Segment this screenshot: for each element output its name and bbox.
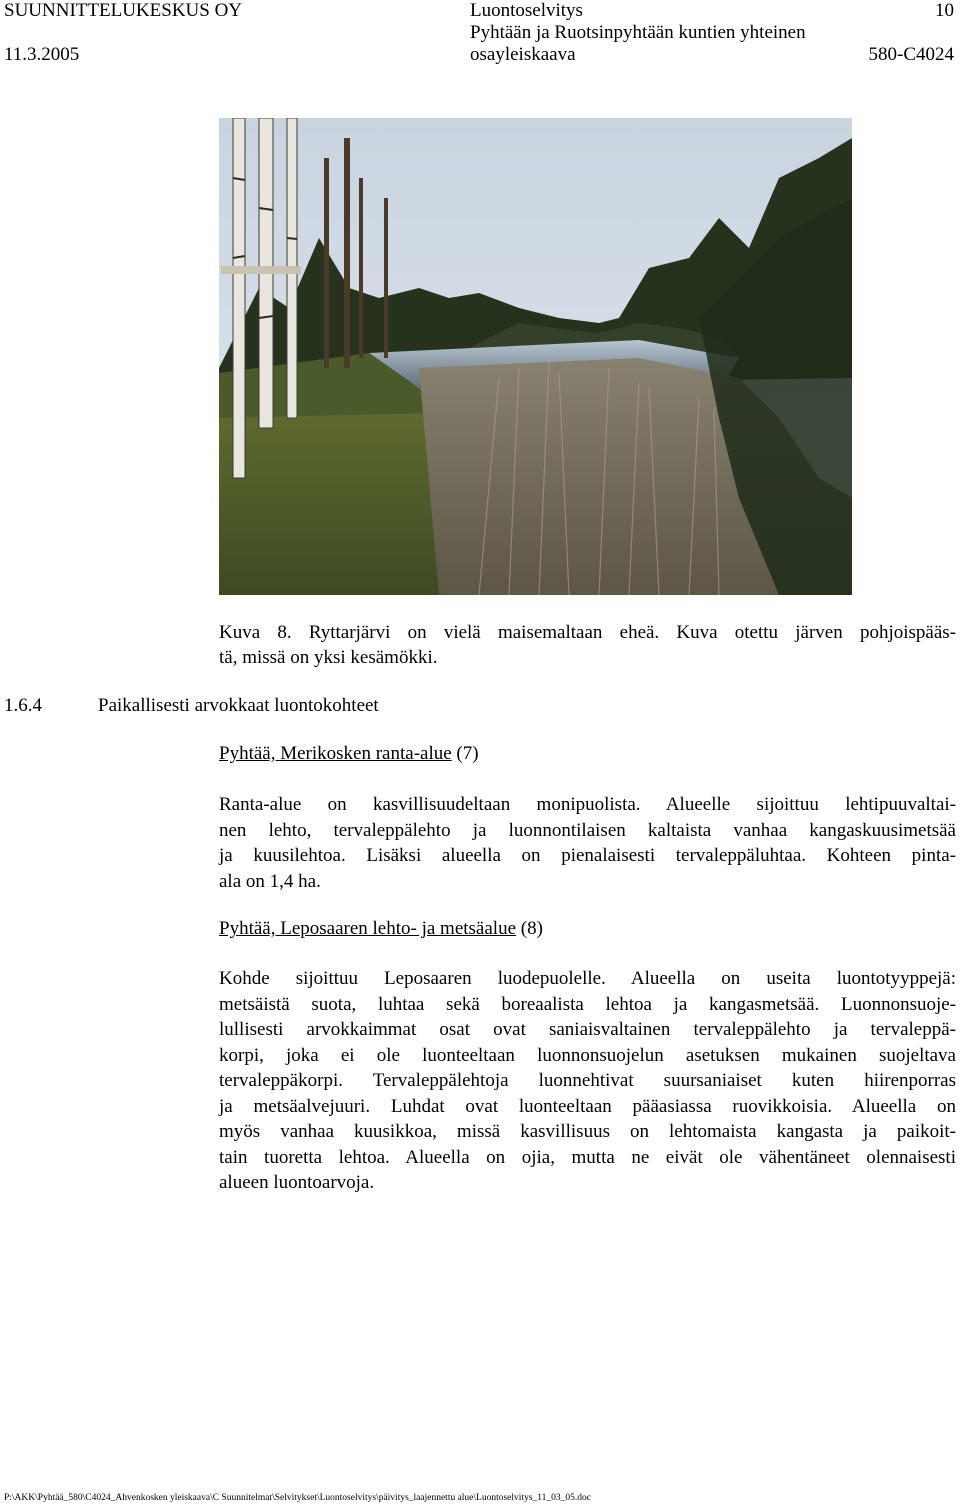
paragraph-line: tervaleppäkorpi. Tervaleppälehtoja luonnehtivat suursaniaiset kuten hiirenporras [219,1070,956,1091]
header-title-line1: Luontoselvitys [470,0,583,21]
paragraph-line: Ranta-alue on kasvillisuudeltaan monipuolista. Alueelle sijoittuu lehtipuuvaltai- [219,794,956,815]
figure-caption [219,620,956,670]
paragraph-line: tain tuoretta lehtoa. Alueella on ojia, mutta ne eivät ole vähentäneet olennaisesti [219,1146,956,1168]
paragraph-line: korpi, joka ei ole luonteeltaan luonnonsuojelun asetuksen mukainen suojeltava [219,1044,956,1066]
caption-line-2: tä, missä on yksi kesämökki. [219,647,438,668]
paragraph-line: ja metsäalvejuuri. Luhdat ovat luonteeltaan pääasiassa ruovikkoisia. Alueella on [219,1095,956,1117]
header-title-line2: Pyhtään ja Ruotsinpyhtään kuntien yhteinen [470,22,806,43]
lake-photo [219,118,852,595]
header-company: SUUNNITTELUKESKUS OY [4,0,243,21]
site-heading-leposaari [219,918,543,940]
paragraph-line: nen lehto, tervaleppälehto ja luonnontilaisen kaltaista vanhaa kangaskuusimetsää [219,819,956,841]
paragraph-line: metsäistä suota, luhtaa sekä boreaalista lehtoa ja kangasmetsää. Luonnonsuoje- [219,993,956,1015]
paragraph-line: Kohde sijoittuu Leposaaren luodepuolelle. Alueella on useita luontotyyppejä: [219,968,956,989]
lake-landscape-image [219,118,852,595]
caption-line-1: Kuva 8. Ryttarjärvi on vielä maisemaltaan eheä. Kuva otettu järven pohjoispääs- [219,622,956,643]
footer-file-path: P:\AKK\Pyhtää_580\C4024_Ahvenkosken yleiskaava\C Suunnitelmat\Selvitykset\Luontoselvitys\päivitys_laajennettu alue\Luontoselvitys_11_03_05.doc [4,1493,592,1503]
page-number: 10 [935,0,954,21]
header-title-line3: osayleiskaava [470,44,576,65]
paragraph-line: alueen luontoarvoja. [219,1172,375,1193]
paragraph-merikoski [219,792,956,894]
section-number: 1.6.4 [4,695,42,716]
paragraph-line: ja kuusilehtoa. Lisäksi alueella on pienalaisesti tervaleppäluhtaa. Kohteen pinta- [219,845,956,866]
section-title: Paikallisesti arvokkaat luontokohteet [98,695,379,716]
paragraph-line: ala on 1,4 ha. [219,870,321,892]
site-ref-merikoski: (7) [451,743,479,764]
site-ref-leposaari: (8) [516,918,543,939]
site-name-leposaari: Pyhtää, Leposaaren lehto- ja metsäalue [219,918,517,939]
site-name-merikoski: Pyhtää, Merikosken ranta-alue [219,743,452,764]
paragraph-line: lullisesti arvokkaimmat osat ovat saniaisvaltainen tervaleppälehto ja tervaleppä- [219,1019,956,1040]
paragraph-leposaari [219,966,956,1196]
site-heading-merikoski [219,743,479,765]
document-code: 580-C4024 [868,44,954,65]
paragraph-line: myös vanhaa kuusikkoa, missä kasvillisuus on lehtomaista kangasta ja paikoit- [219,1121,956,1142]
header-date: 11.3.2005 [4,44,80,65]
